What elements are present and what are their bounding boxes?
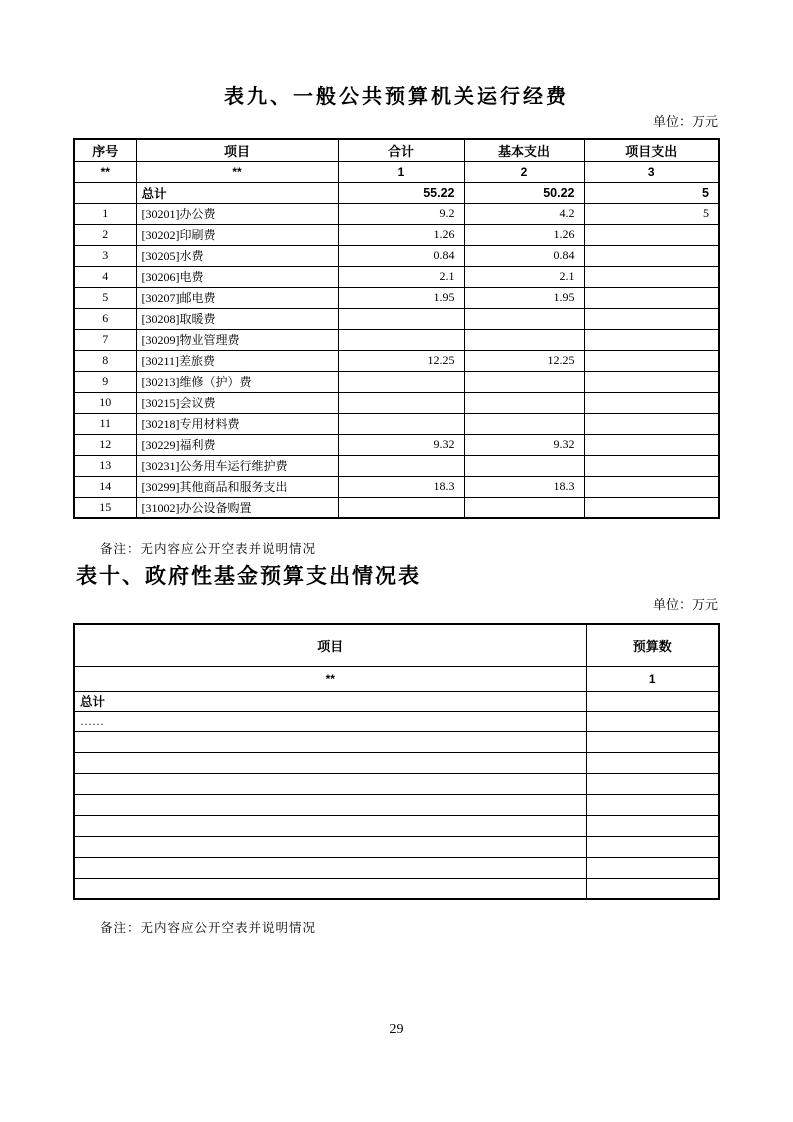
table-row: [74, 203, 719, 224]
cell-project: [584, 434, 719, 455]
cell-basic: 0.84: [464, 245, 584, 266]
table9-total-row: [74, 182, 719, 203]
table-row: [74, 413, 719, 434]
cell-basic: 1.95: [464, 287, 584, 308]
cell-total: [338, 497, 464, 518]
cell-basic: 50.22: [464, 182, 584, 203]
table10-total-row: [74, 691, 719, 711]
cell-serial: 1: [74, 203, 136, 224]
code-cell: **: [136, 161, 338, 182]
cell-total: 9.32: [338, 434, 464, 455]
cell-basic: 18.3: [464, 476, 584, 497]
cell-item: [31002]办公设备购置: [136, 497, 338, 518]
cell-item: [30211]差旅费: [136, 350, 338, 371]
cell-serial: 11: [74, 413, 136, 434]
cell-total: 1.95: [338, 287, 464, 308]
cell-serial: 14: [74, 476, 136, 497]
table-row: [74, 224, 719, 245]
code-cell: **: [74, 666, 586, 691]
cell-item: [30208]取暖费: [136, 308, 338, 329]
cell-project: [584, 371, 719, 392]
table-row: [74, 266, 719, 287]
cell-item: [30207]邮电费: [136, 287, 338, 308]
cell-serial: 2: [74, 224, 136, 245]
cell-total: [338, 392, 464, 413]
cell-item: [74, 836, 586, 857]
table10-header-row: [74, 624, 719, 666]
cell-basic: [464, 371, 584, 392]
cell-item: [30231]公务用车运行维护费: [136, 455, 338, 476]
cell-serial: 3: [74, 245, 136, 266]
cell-budget: [586, 773, 719, 794]
cell-item: [30218]专用材料费: [136, 413, 338, 434]
cell-item: [74, 815, 586, 836]
cell-project: [584, 245, 719, 266]
cell-total: [338, 413, 464, 434]
table-row-empty: [74, 794, 719, 815]
cell-basic: [464, 329, 584, 350]
cell-total: 55.22: [338, 182, 464, 203]
cell-item: [74, 773, 586, 794]
cell-serial: 12: [74, 434, 136, 455]
cell-project: 5: [584, 182, 719, 203]
cell-budget: [586, 731, 719, 752]
cell-total: [338, 308, 464, 329]
page-number: 29: [389, 1022, 404, 1037]
cell-item: [30209]物业管理费: [136, 329, 338, 350]
table-row: [74, 476, 719, 497]
cell-total: [338, 329, 464, 350]
cell-project: [584, 350, 719, 371]
table10-ellipsis-row: [74, 711, 719, 731]
cell-serial: 8: [74, 350, 136, 371]
table-row-empty: [74, 752, 719, 773]
cell-serial: 9: [74, 371, 136, 392]
table-row: [74, 371, 719, 392]
cell-item: [30202]印刷费: [136, 224, 338, 245]
cell-basic: 12.25: [464, 350, 584, 371]
cell-budget: [586, 752, 719, 773]
cell-total: 1.26: [338, 224, 464, 245]
col-header-item: 项目: [74, 624, 586, 666]
table-row: [74, 350, 719, 371]
table-row-empty: [74, 773, 719, 794]
cell-item: [74, 794, 586, 815]
cell-item: [30299]其他商品和服务支出: [136, 476, 338, 497]
cell-basic: [464, 455, 584, 476]
table10-code-row: [74, 666, 719, 691]
table-row: [74, 287, 719, 308]
code-cell: 1: [338, 161, 464, 182]
table9-code-row: [74, 161, 719, 182]
code-cell: 1: [586, 666, 719, 691]
cell-total: [338, 371, 464, 392]
col-header-budget: 预算数: [586, 624, 719, 666]
cell-project: 5: [584, 203, 719, 224]
table9-unit-label: 单位：万元: [652, 114, 718, 129]
table10-unit-label: 单位：万元: [652, 597, 718, 612]
cell-project: [584, 413, 719, 434]
code-cell: **: [74, 161, 136, 182]
table10: [73, 623, 720, 900]
cell-total: 12.25: [338, 350, 464, 371]
cell-basic: 4.2: [464, 203, 584, 224]
cell-item: [74, 857, 586, 878]
table9: [73, 138, 720, 519]
cell-budget: [586, 878, 719, 899]
cell-budget: [586, 794, 719, 815]
col-header-item: 项目: [136, 139, 338, 161]
table-row-empty: [74, 836, 719, 857]
cell-budget: [586, 815, 719, 836]
cell-basic: 9.32: [464, 434, 584, 455]
cell-total: 9.2: [338, 203, 464, 224]
cell-basic: 2.1: [464, 266, 584, 287]
table-row: [74, 308, 719, 329]
cell-serial: 13: [74, 455, 136, 476]
cell-total: 2.1: [338, 266, 464, 287]
cell-budget: [586, 836, 719, 857]
cell-item: [30201]办公费: [136, 203, 338, 224]
cell-item: [30206]电费: [136, 266, 338, 287]
cell-item: [74, 731, 586, 752]
col-header-project: 项目支出: [584, 139, 719, 161]
col-header-total: 合计: [338, 139, 464, 161]
table-row-empty: [74, 731, 719, 752]
cell-serial: 6: [74, 308, 136, 329]
cell-item: [30229]福利费: [136, 434, 338, 455]
cell-item: [74, 752, 586, 773]
cell-item: [74, 878, 586, 899]
col-header-basic: 基本支出: [464, 139, 584, 161]
cell-project: [584, 392, 719, 413]
cell-project: [584, 329, 719, 350]
cell-project: [584, 224, 719, 245]
col-header-serial: 序号: [74, 139, 136, 161]
cell-item: ……: [74, 711, 586, 731]
table9-title: 表九、一般公共预算机关运行经费: [224, 86, 569, 108]
cell-item: [30205]水费: [136, 245, 338, 266]
cell-item: [30215]会议费: [136, 392, 338, 413]
cell-project: [584, 476, 719, 497]
cell-project: [584, 287, 719, 308]
table-row: [74, 329, 719, 350]
table-row-empty: [74, 857, 719, 878]
table-row: [74, 245, 719, 266]
cell-item: 总计: [136, 182, 338, 203]
table-row: [74, 497, 719, 518]
cell-budget: [586, 691, 719, 711]
table-row: [74, 434, 719, 455]
cell-item: 总计: [74, 691, 586, 711]
cell-serial: 10: [74, 392, 136, 413]
table-row: [74, 455, 719, 476]
table-row-empty: [74, 878, 719, 899]
cell-project: [584, 266, 719, 287]
cell-project: [584, 308, 719, 329]
table10-title: 表十、政府性基金预算支出情况表: [76, 564, 421, 588]
cell-total: [338, 455, 464, 476]
cell-project: [584, 455, 719, 476]
cell-serial: 7: [74, 329, 136, 350]
table9-note: 备注：无内容应公开空表并说明情况: [100, 542, 317, 556]
cell-item: [30213]维修（护）费: [136, 371, 338, 392]
cell-basic: [464, 392, 584, 413]
cell-basic: [464, 308, 584, 329]
cell-budget: [586, 711, 719, 731]
cell-basic: [464, 413, 584, 434]
table10-note: 备注：无内容应公开空表并说明情况: [100, 921, 317, 935]
cell-serial: 5: [74, 287, 136, 308]
code-cell: 2: [464, 161, 584, 182]
code-cell: 3: [584, 161, 719, 182]
cell-basic: [464, 497, 584, 518]
table-row-empty: [74, 815, 719, 836]
cell-basic: 1.26: [464, 224, 584, 245]
cell-project: [584, 497, 719, 518]
cell-total: 18.3: [338, 476, 464, 497]
cell-serial: 15: [74, 497, 136, 518]
cell-total: 0.84: [338, 245, 464, 266]
cell-serial: 4: [74, 266, 136, 287]
cell-serial: [74, 182, 136, 203]
table9-header-row: [74, 139, 719, 161]
table-row: [74, 392, 719, 413]
cell-budget: [586, 857, 719, 878]
